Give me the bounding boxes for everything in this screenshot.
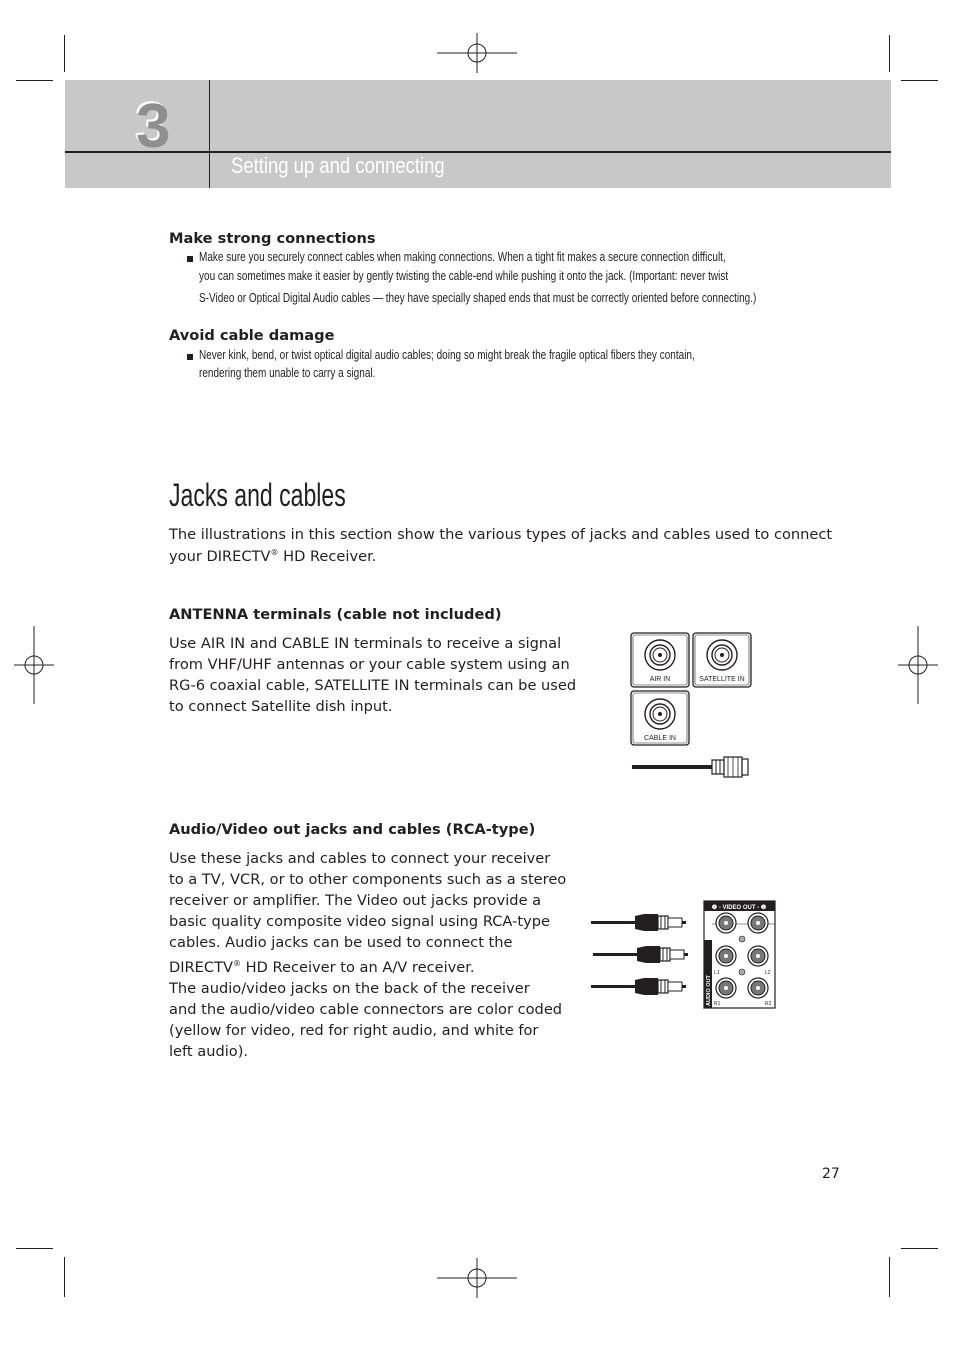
- air-in-label: AIR IN: [649, 676, 671, 683]
- paragraph-line: receiver or amplifier. The Video out jacks provide a: [169, 892, 542, 909]
- rca-cable-icon: [591, 914, 686, 931]
- subheading-antenna: ANTENNA terminals (cable not included): [169, 606, 502, 623]
- paragraph-line: RG-6 coaxial cable, SATELLITE IN terminals can be used: [169, 677, 577, 694]
- paragraph-line: basic quality composite video signal using RCA-type: [169, 913, 550, 930]
- paragraph-line: Make sure you securely connect cables when making connections. When a tight fit makes a secure connection difficult,: [199, 249, 726, 264]
- paragraph-line: left audio).: [169, 1042, 249, 1060]
- crop-mark: [889, 35, 890, 72]
- r1-label: R1: [714, 1001, 721, 1007]
- paragraph-line: (yellow for video, red for right audio, and white for: [169, 1021, 539, 1039]
- paragraph-line: S-Video or Optical Digital Audio cables — they have specially shaped ends that must be correctly oriented before connecting.): [199, 290, 757, 305]
- subheading-cable-damage: Avoid cable damage: [169, 327, 335, 344]
- crop-mark: [16, 80, 53, 81]
- registered-mark: ®: [233, 959, 241, 968]
- bullet-icon: [187, 256, 193, 262]
- paragraph-line: rendering them unable to carry a signal.: [199, 365, 376, 380]
- intro-line: HD Receiver.: [278, 547, 377, 565]
- paragraph-line: Never kink, bend, or twist optical digital audio cables; doing so might break the fragile optical fibers they contain,: [199, 347, 695, 362]
- r2-label: R2: [765, 1001, 772, 1007]
- registration-mark-icon: [14, 626, 54, 704]
- paragraph-line: The audio/video jacks on the back of the receiver: [169, 979, 530, 997]
- subheading-audio-video: Audio/Video out jacks and cables (RCA-type): [169, 821, 536, 838]
- crop-mark: [64, 35, 65, 72]
- rca-cable-icon: [591, 978, 686, 995]
- video-out-label: ❶ - VIDEO OUT - ❷: [711, 905, 767, 911]
- registration-mark-icon: [898, 626, 938, 704]
- crop-mark: [901, 80, 938, 81]
- rca-jacks-illustration: [588, 896, 780, 1012]
- header-divider: [209, 80, 210, 188]
- av-jack-panel: [704, 901, 775, 1008]
- paragraph-line: cables. Audio jacks can be used to connect the: [169, 934, 513, 951]
- chapter-number: 3: [136, 92, 171, 161]
- paragraph-line: from VHF/UHF antennas or your cable system using an: [169, 656, 570, 673]
- antenna-paragraph: [169, 633, 576, 717]
- paragraph-line: you can sometimes make it easier by gently twisting the cable-end while pushing it onto the jack. (Important: never twist: [199, 268, 729, 283]
- l2-label: L2: [765, 970, 771, 976]
- crop-mark: [64, 1257, 65, 1297]
- audio-video-paragraph: [169, 848, 566, 1062]
- coaxial-cable-icon: [632, 757, 748, 777]
- paragraph-line: to connect Satellite dish input.: [169, 698, 393, 715]
- registered-mark: ®: [270, 548, 279, 557]
- chapter-title: Setting up and connecting: [231, 153, 445, 178]
- bullet-icon: [187, 354, 193, 360]
- l1-label: L1: [714, 970, 720, 976]
- audio-out-label: AUDIO OUT: [706, 975, 712, 1006]
- intro-line: The illustrations in this section show the various types of jacks and cables used to connect: [169, 526, 833, 543]
- crop-mark: [16, 1248, 53, 1249]
- crop-mark: [889, 1257, 890, 1297]
- intro-paragraph: [169, 526, 832, 566]
- paragraph-text: DIRECTV: [169, 958, 233, 976]
- paragraph-text: HD Receiver to an A/V receiver.: [241, 958, 475, 976]
- paragraph-line: Use AIR IN and CABLE IN terminals to receive a signal: [169, 635, 562, 652]
- section-title: Jacks and cables: [169, 477, 346, 513]
- paragraph-line: Use these jacks and cables to connect your receiver: [169, 850, 551, 867]
- intro-line: your DIRECTV: [169, 547, 271, 565]
- registration-mark-icon: [437, 33, 517, 73]
- registration-mark-icon: [437, 1258, 517, 1298]
- crop-mark: [901, 1248, 938, 1249]
- satellite-in-label: SATELLITE IN: [699, 676, 745, 683]
- antenna-terminals-illustration: [628, 630, 754, 785]
- subheading-strong-connections: Make strong connections: [169, 230, 376, 247]
- paragraph-line: to a TV, VCR, or to other components such as a stereo: [169, 871, 567, 888]
- paragraph-line: [169, 953, 566, 978]
- cable-in-label: CABLE IN: [644, 735, 676, 742]
- page-number: 27: [822, 1166, 840, 1182]
- paragraph-line: and the audio/video cable connectors are color coded: [169, 1000, 563, 1018]
- rca-cable-icon: [593, 946, 688, 963]
